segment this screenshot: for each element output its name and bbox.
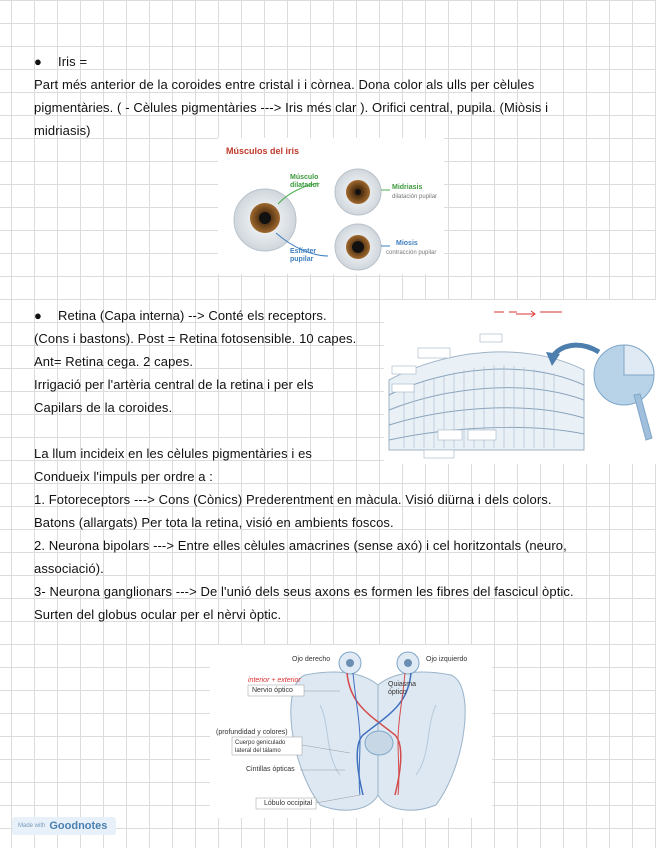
light-line-2: Condueix l'impuls per ordre a : <box>34 469 213 484</box>
iris-heading: Iris = <box>58 54 88 69</box>
retina-diagram-svg <box>384 300 656 464</box>
geniculate-label: Cuerpo geniculado lateral del tálamo <box>235 740 286 754</box>
optic-nerve-label: Nervio óptico <box>252 687 293 694</box>
sphincter-label: Esfínter pupilar <box>290 248 317 263</box>
visual-pathway-figure <box>210 645 492 818</box>
retina-layers-figure <box>384 300 656 464</box>
goodnotes-badge <box>12 817 116 835</box>
light-line-6: associació). <box>34 561 104 576</box>
light-line-1: La llum incideix en les cèlules pigmentàries i es <box>34 446 313 461</box>
iris-figure-title: Músculos del iris <box>226 146 300 156</box>
dilator-label: Músculo dilatador <box>290 174 320 189</box>
optic-chiasm-label: Quiasma óptico <box>388 681 417 696</box>
right-eye-label: Ojo derecho <box>292 656 331 663</box>
goodnotes-logo: Goodnotes <box>49 820 108 832</box>
light-line-8: Surten del globus ocular per el nèrvi òptic. <box>34 607 282 622</box>
miosis-label: Miosis <box>396 240 418 247</box>
light-line-5: 2. Neurona bipolars ---> Entre elles cèlules amacrines (sense axó) i cel horitzontals (neuro, <box>34 538 567 553</box>
retina-line-2: Ant= Retina cega. 2 capes. <box>34 354 194 369</box>
midriasis-label: Midriasis <box>392 184 423 191</box>
retina-heading: Retina (Capa interna) --> Conté els receptors. <box>58 308 327 323</box>
light-line-4: Batons (allargats) Per tota la retina, visió en ambients foscos. <box>34 515 394 530</box>
midriasis-sub-label: dilatación pupilar <box>392 194 438 200</box>
left-eye-label: Ojo izquierdo <box>426 656 468 663</box>
light-line-7: 3- Neurona ganglionars ---> De l'unió dels seus axons es formen les fibres del fascicul òptic. <box>34 584 574 599</box>
retina-line-4: Capilars de la coroides. <box>34 400 173 415</box>
iris-line-1: Part més anterior de la coroides entre cristal i i còrnea. Dona color als ulls per cèlules <box>34 77 535 92</box>
made-with-label: Made with <box>18 823 46 829</box>
miosis-sub-label: contracción pupilar <box>386 250 437 256</box>
occipital-lobe-label: Lóbulo occipital <box>264 800 313 807</box>
optic-tracts-label: Cintillas ópticas <box>246 766 295 773</box>
iris-line-3: midriasis) <box>34 123 91 138</box>
bullet-dot: ● <box>34 308 42 323</box>
retina-line-3: Irrigació per l'artèria central de la retina i per els <box>34 377 314 392</box>
light-line-3: 1. Fotoreceptors ---> Cons (Cònics) Prederentment en màcula. Visió diürna i dels colors. <box>34 492 552 507</box>
bullet-dot: ● <box>34 54 42 69</box>
iris-line-2: pigmentàries. ( - Cèlules pigmentàries ---> Iris més clar ). Orifici central, pupila. (Miòsis i <box>34 100 549 115</box>
retina-line-1: (Cons i bastons). Post = Retina fotosensible. 10 capes. <box>34 331 357 346</box>
handwritten-note: interior + exterior <box>248 677 301 684</box>
iris-muscles-figure <box>218 138 444 274</box>
depth-colors-label: (profundidad y colores) <box>216 729 288 736</box>
